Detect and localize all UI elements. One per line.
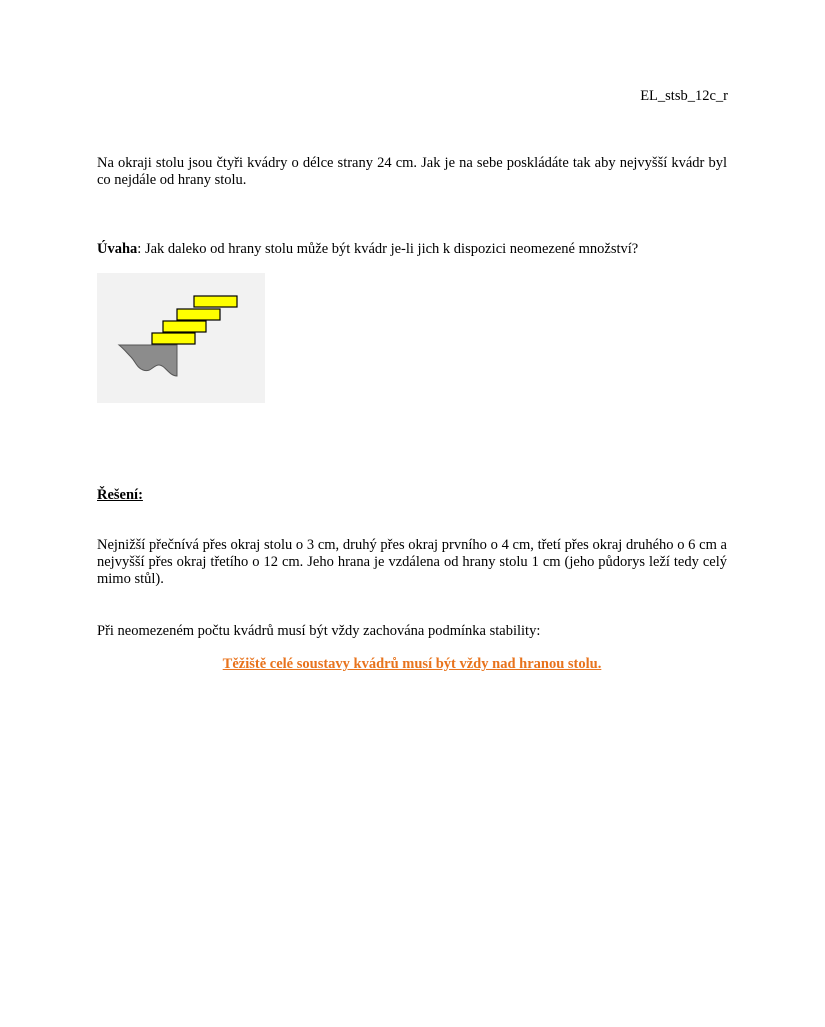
solution-heading: Řešení: [97,487,143,503]
reflection-paragraph [97,241,727,258]
document-id: EL_stsb_12c_r [640,88,728,104]
stacked-blocks-figure [97,273,265,403]
highlighted-conclusion: Těžiště celé soustavy kvádrů musí být vždy nad hranou stolu. [222,656,602,672]
solution-text: Nejnižší přečnívá přes okraj stolu o 3 cm, druhý přes okraj prvního o 4 cm, třetí přes okraj druhého o 6 cm a nejvyšší přes okraj třetího o 12 cm. Jeho hrana je vzdálena od hrany stolu 1 cm (jeho půdorys leží tedy celý mimo stůl). [97,537,727,587]
block-3 [177,309,220,320]
stability-text: Při neomezeném počtu kvádrů musí být vždy zachována podmínka stability: [97,623,541,639]
block-2 [163,321,206,332]
block-1 [152,333,195,344]
reflection-label: Úvaha [97,241,138,257]
task-text: Na okraji stolu jsou čtyři kvádry o délce strany 24 cm. Jak je na sebe poskládáte tak aby nejvyšší kvádr byl co nejdále od hrany stolu. [97,155,727,188]
block-4 [194,296,237,307]
reflection-text: : Jak daleko od hrany stolu může být kvádr je-li jich k dispozici neomezené množství? [137,241,639,257]
